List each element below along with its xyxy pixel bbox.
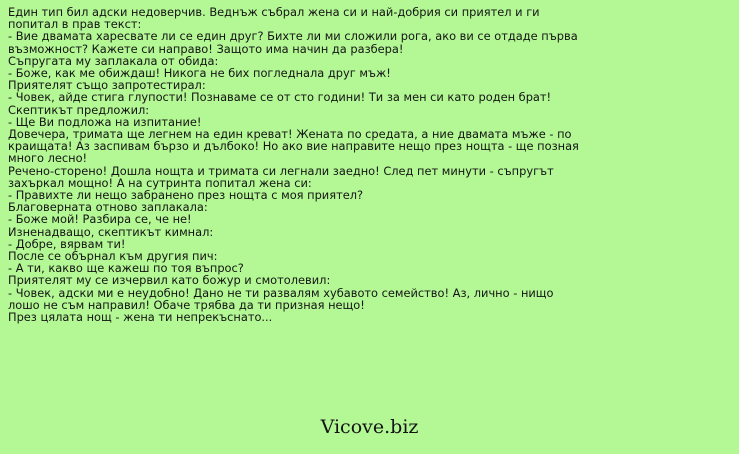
joke-line: После се обърнал към другия пич: — [8, 249, 218, 264]
joke-line: - А ти, какво ще кажеш по тоя въпрос? — [8, 261, 244, 276]
joke-line: - Добре, вярвам ти! — [8, 236, 126, 251]
joke-line: - Човек, адски ми е неудобно! Дано не ти развалям хубавото семейство! Аз, лично - нищо лошо не съм направил! Обаче трябва да ти призная нещо! — [8, 285, 554, 312]
joke-line: Приятелят му се изчервил като божур и смотолевил: — [8, 273, 331, 288]
joke-line: Довечера, тримата ще легнем на един креват! Жената по средата, а ние двамата мъже - по краищата! Аз заспивам бързо и дълбоко! Но ако вие направите нещо през нощта - ще позная много лесно! — [8, 127, 579, 166]
joke-line: - Ще Ви подложа на изпитание! — [8, 114, 202, 129]
joke-line: - Правихте ли нещо забранено през нощта с моя приятел? — [8, 188, 364, 203]
joke-line: Един тип бил адски недоверчив. Веднъж събрал жена си и най-добрия си приятел и ги попитал в прав текст: — [8, 5, 540, 32]
joke-line: - Боже мой! Разбира се, че не! — [8, 212, 192, 227]
joke-text — [8, 6, 583, 323]
joke-line: - Вие двамата харесвате ли се един друг? Бихте ли ми сложили рога, ако ви се отдаде първа възможност? Кажете си направо! Защото има начин да разбера! — [8, 29, 578, 56]
joke-line: Изненадващо, скептикът кимнал: — [8, 224, 214, 239]
joke-line: - Боже, как ме обиждаш! Никога не бих погледнала друг мъж! — [8, 66, 391, 81]
site-watermark: Vicove.biz — [320, 416, 419, 438]
joke-line: Речено-сторено! Дошла нощта и тримата си легнали заедно! След пет минути - съпругът захъркал мощно! А на сутринта попитал жена си: — [8, 163, 554, 190]
joke-line: Скептикът предложил: — [8, 102, 150, 117]
joke-line: Приятелят също запротестирал: — [8, 78, 206, 93]
joke-line: Съпругата му заплакала от обида: — [8, 53, 219, 68]
joke-line: - Човек, айде стига глупости! Познаваме се от сто години! Ти за мен си като роден брат! — [8, 90, 552, 105]
joke-line: Благоверната отново заплакала: — [8, 200, 208, 215]
joke-line: През цялата нощ - жена ти непрекъснато... — [8, 310, 273, 325]
